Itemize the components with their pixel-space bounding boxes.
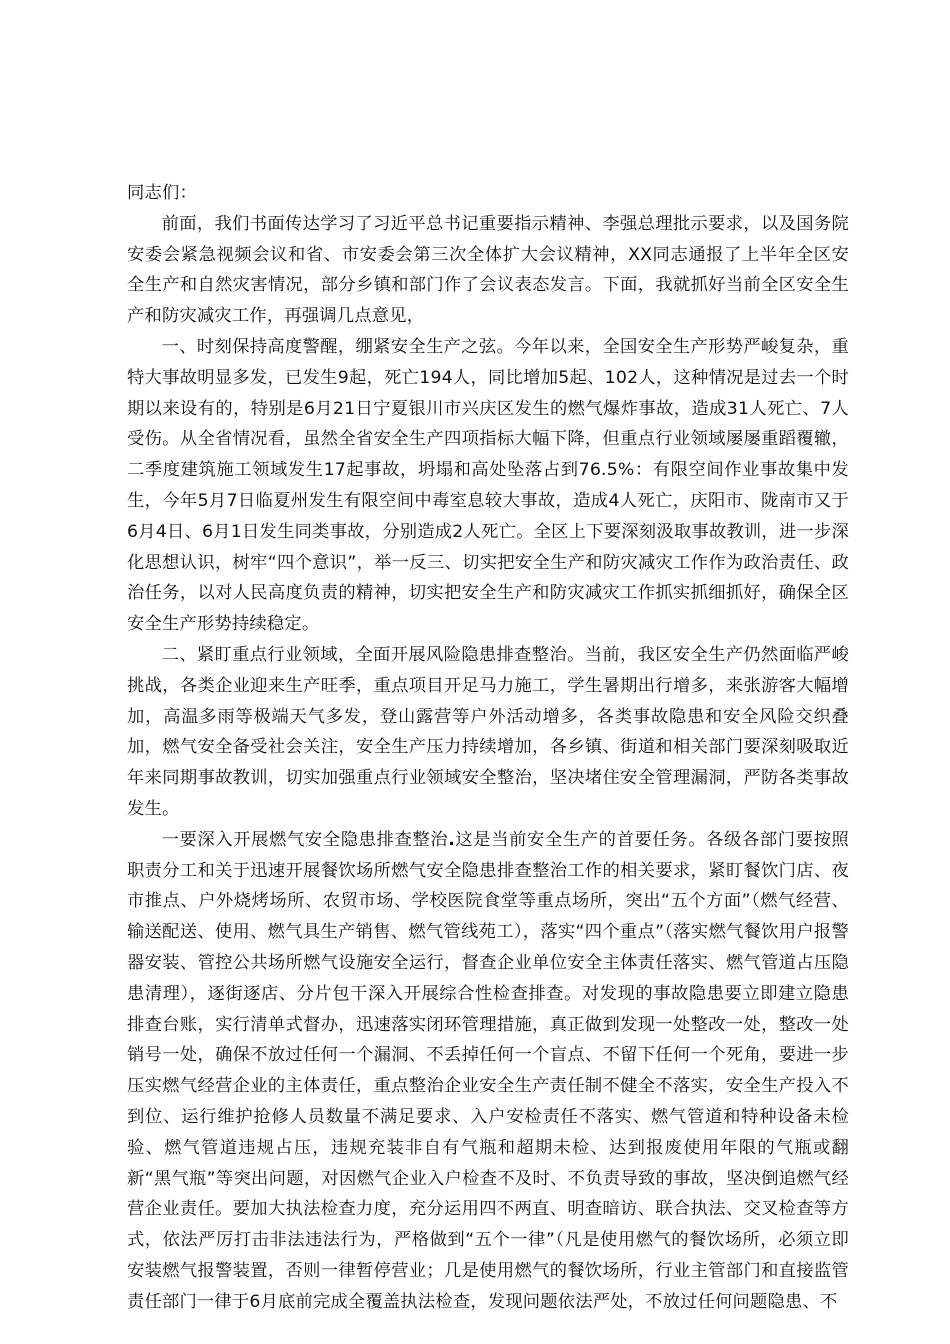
- paragraph-section-one: 一、时刻保持高度警醒，绷紧安全生产之弦。今年以来，全国安全生产形势严峻复杂，重特大事故明显多发，已发生9起，死亡194人，同比增加5起、102人，这种情况是过去一个时期以来设有的，特别是6月21日宁夏银川市兴庆区发生的燃气爆炸事故，造成31人死亡、7人受伤。从全省情况看，虽然全省安全生产四项指标大幅下降，但重点行业领域屡屡重蹈覆辙，二季度建筑施工领域发生17起事故，坍塌和高处坠落占到76.5%：有限空间作业事故集中发生，今年5月7日临夏州发生有限空间中毒室息较大事故，造成4人死亡，庆阳市、陇南市又于6月4日、6月1日发生同类事故，分别造成2人死亡。全区上下要深刻汲取事故教训，进一步深化思想认识，树牢“四个意识”，举一反三、切实把安全生产和防灾减灾工作作为政治责任、政治任务，以对人民高度负责的精神，切实把安全生产和防灾减灾工作抓实抓细抓好，确保全区安全生产形势持续稳定。: [127, 336, 849, 635]
- gas-safety-lead: 一要深入开展燃气安全隐患排查整治: [161, 829, 449, 850]
- paragraph-section-two: 二、紧盯重点行业领域，全面开展风险隐患排查整治。当前，我区安全生产仍然面临严峻挑战，各类企业迎来生产旺季，重点项目开足马力施工，学生暑期出行增多，来张游客大幅增加，高温多雨等极端天气多发，登山露营等户外活动增多，各类事故隐患和安全风险交织叠加，燃气安全备受社会关注，安全生产压力持续增加，各乡镇、街道和相关部门要深刻吸取近年来同期事故教训，切实加强重点行业领域安全整治，坚决堵住安全管理漏洞，严防各类事故发生。: [127, 644, 849, 819]
- document-page: [127, 178, 849, 1317]
- paragraph-gas-safety: [127, 825, 849, 1318]
- greeting: 同志们：: [127, 183, 197, 203]
- gas-safety-body: 这是当前安全生产的首要任务。各级各部门要按照职责分工和关于迅速开展餐饮场所燃气安全隐患排查整治工作的相关要求，紧盯餐饮门店、夜市推点、户外烧烤场所、农贸市场、学校医院食堂等重点场所，突出“五个方面”（燃气经营、输送配送、使用、燃气具生产销售、燃气管线苑工），落实“四个重点”（落实燃气餐饮用户报警器安装、管控公共场所燃气设施安全运行，督查企业单位安全主体责任落实、燃气管道占压隐患清理），逐街逐店、分片包干深入开展综合性检查排查。对发现的事故隐患要立即建立隐患排查台账，实行清单式督办，迅速落实闭环管理措施，真正做到发现一处整改一处，整改一处销号一处，确保不放过任何一个漏洞、不丢掉任何一个盲点、不留下任何一个死角，要进一步压实燃气经营企业的主体责任，重点整治企业安全生产责任制不健全不落实，安全生产投入不到位、运行维护抢修人员数量不满足要求、入户安检责任不落实、燃气管道和特种设备未检验、燃气管道违规占压，违规充装非自有气瓶和超期未检、达到报废使用年限的气瓶或翻新“黑气瓶”等突出问题，对因燃气企业入户检查不及时、不负责导致的事故，坚决倒追燃气经营企业责任。要加大执法检查力度，充分运用四不两直、明查暗访、联合执法、交叉检查等方式，依法严厉打击非法违法行为，严格做到“五个一律”（凡是使用燃气的餐饮场所，必须立即安装燃气报警装置，否则一律暂停营业；几是使用燃气的餐饮场所，行业主管部门和直接监管责任部门一律于6月底前完成全覆盖执法检查，发现问题依法严处，不放过任何问题隐患、不: [127, 829, 850, 1312]
- gas-safety-separator: .: [448, 829, 455, 850]
- paragraph-intro: 前面，我们书面传达学习了习近平总书记重要指示精神、李强总理批示要求，以及国务院安委会紧急视频会议和省、市安委会第三次全体扩大会议精神，XX同志通报了上半年全区安全生产和自然灾害情况，部分乡镇和部门作了会议表态发言。下面，我就抓好当前全区安全生产和防灾减灾工作，再强调几点意见，: [127, 213, 849, 327]
